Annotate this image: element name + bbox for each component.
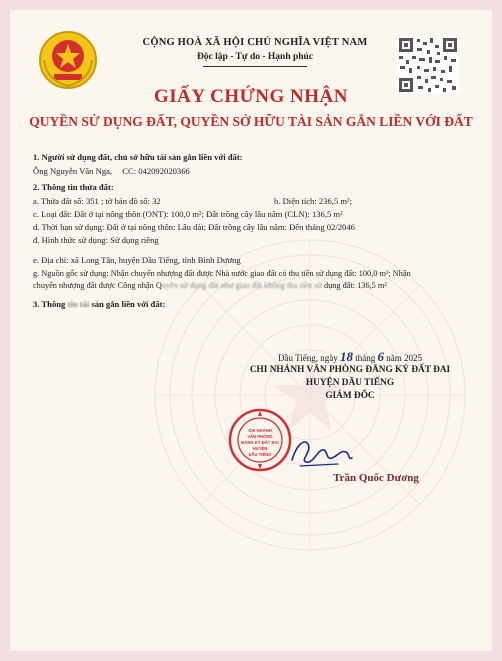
usage-form: đ. Hình thức sử dụng: Sử dụng riêng: [33, 235, 159, 245]
motto-underline: [203, 66, 307, 67]
issuing-office-line1: CHI NHÁNH VĂN PHÒNG ĐĂNG KÝ ĐẤT ĐAI: [249, 365, 451, 375]
section-3-blurred: tin tài: [65, 299, 90, 309]
owner-name: Ông Nguyễn Văn Nga,: [33, 166, 113, 176]
usage-term: d. Thời hạn sử dụng: Đất ở tại nông thôn: Lâu dài; Đất trồng cây lâu năm: Đến tháng 02/2046: [33, 222, 355, 232]
owner-id: CC: 042092020366: [122, 166, 190, 176]
usage-origin-line2: [33, 280, 483, 291]
origin-text-start: chuyển nhượng đất được Công nhận Q: [33, 281, 162, 290]
origin-text-end: dụng đất: 136,5 m²: [321, 281, 387, 290]
certificate-subtitle: QUYỀN SỬ DỤNG ĐẤT, QUYỀN SỞ HỮU TÀI SẢN GẮN LIỀN VỚI ĐẤT: [29, 114, 473, 129]
parcel-number: a. Thửa đất số: 351 ; tờ bản đồ số: 32: [33, 196, 161, 206]
svg-text:HUYỆN: HUYỆN: [252, 446, 268, 451]
usage-origin-line1: g. Nguồn gốc sử dụng: Nhận chuyển nhượng đất được Nhà nước giao đất có thu tiền sử dụng đất: 100,0 m²; Nhận: [33, 269, 411, 278]
section-1-heading: 1. Người sử dụng đất, chủ sở hữu tài sản gắn liền với đất:: [33, 152, 243, 162]
year-label: năm 2025: [386, 353, 422, 363]
svg-text:VĂN PHÒNG: VĂN PHÒNG: [247, 434, 273, 439]
land-type: c. Loại đất: Đất ở tại nông thôn (ONT): 100,0 m²; Đất trồng cây lâu năm (CLN): 136,5 m²: [33, 209, 343, 219]
official-seal-stamp: [228, 408, 292, 472]
svg-text:CHI NHÁNH: CHI NHÁNH: [248, 428, 272, 433]
svg-text:ĐĂNG KÝ ĐẤT ĐAI: ĐĂNG KÝ ĐẤT ĐAI: [241, 440, 279, 445]
svg-text:DẦU TIẾNG: DẦU TIẾNG: [248, 452, 272, 457]
parcel-number-row: [33, 196, 483, 207]
section-3-end: sản gắn liền với đất:: [89, 299, 166, 309]
owner-row: [33, 166, 483, 177]
national-motto: Độc lập - Tự do - Hạnh phúc: [196, 52, 314, 62]
section-3-start: 3. Thông: [33, 299, 66, 309]
handwritten-month: 6: [377, 349, 384, 364]
place-date-line: [200, 349, 500, 365]
issuing-office-line2: HUYỆN DẦU TIẾNG: [305, 378, 395, 388]
signer-name: Trần Quốc Dương: [333, 472, 419, 484]
national-emblem-icon: [38, 30, 98, 90]
section-3-heading: [33, 299, 483, 310]
section-2-heading: 2. Thông tin thửa đất:: [33, 182, 114, 192]
month-label: tháng: [355, 353, 376, 363]
parcel-address: e. Địa chỉ: xã Long Tân, huyện Dầu Tiếng, tỉnh Bình Dương: [33, 255, 241, 265]
parcel-area: b. Diện tích: 236,5 m²;: [274, 196, 353, 206]
handwritten-signature: [286, 424, 356, 474]
handwritten-day: 18: [340, 349, 353, 364]
nation-name: CỘNG HOÀ XÃ HỘI CHỦ NGHĨA VIỆT NAM: [142, 37, 368, 48]
origin-text-blurred: uyền sử dụng đất như giao đất không thu tiền sử: [161, 281, 322, 290]
place-date-prefix: Dầu Tiếng, ngày: [277, 353, 338, 363]
signer-position: GIÁM ĐỐC: [325, 391, 375, 401]
certificate-title: GIẤY CHỨNG NHẬN: [154, 86, 348, 107]
